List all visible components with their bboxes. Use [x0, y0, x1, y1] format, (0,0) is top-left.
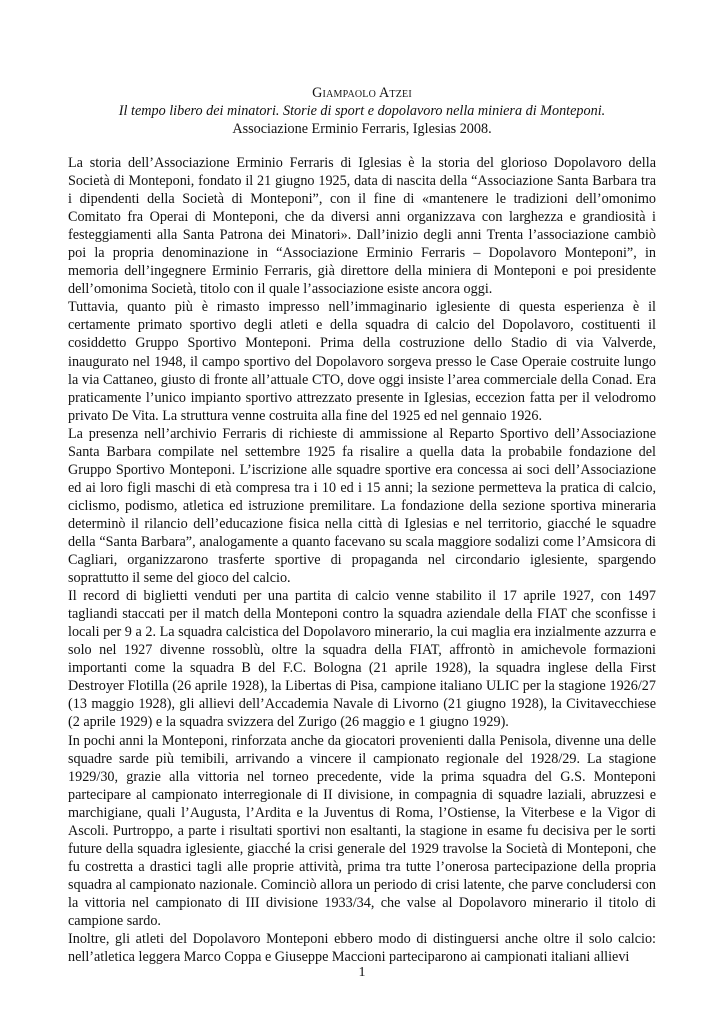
paragraph-3: La presenza nell’archivio Ferraris di richieste di ammissione al Reparto Sportivo dell’Associazione Santa Barbara compilate nel settembre 1925 fa risalire a quella data la probabile fondazione del Gruppo Sportivo Monteponi. L’iscrizione alle squadre sportive era concessa ai soci dell’Associazione ed ai loro figli maschi di età compresa tra i 10 ed i 15 anni; la sezione permetteva la pratica di calcio, ciclismo, podismo, atletica ed istruzione premilitare. La fondazione della sezione sportiva mineraria determinò il rilancio dell’educazione fisica nella città di Iglesias e nel territorio, giacché le squadre della “Santa Barbara”, analogamente a quanto facevano su scala maggiore sodalizi come l’Amsicora di Cagliari, organizzarono trasferte sportive di propaganda nel circondario iglesiente, spargendo soprattutto il seme del gioco del calcio. [68, 425, 656, 587]
publication-info: Associazione Erminio Ferraris, Iglesias 2008. [232, 121, 492, 137]
book-title: Il tempo libero dei minatori. Storie di sport e dopolavoro nella miniera di Monteponi. [118, 103, 606, 119]
page-number: 1 [358, 965, 366, 980]
body-text [68, 154, 656, 966]
paragraph-1: La storia dell’Associazione Erminio Ferraris di Iglesias è la storia del glorioso Dopolavoro della Società di Monteponi, fondato il 21 giugno 1925, data di nascita della “Associazione Santa Barbara tra i dipendenti della Società di Monteponi”, con il fine di «mantenere le tradizioni dell’omonimo Comitato fra Operai di Monteponi, che da diversi anni organizzava con larghezza e grandiosità i festeggiamenti alla Santa Patrona dei Minatori». Dall’inizio degli anni Trenta l’associazione cambiò poi la propria denominazione in “Associazione Erminio Ferraris – Dopolavoro Monteponi”, in memoria dell’ingegnere Erminio Ferraris, già direttore della miniera di Monteponi e poi presidente dell’omonima Società, titolo con il quale l’associazione esiste ancora oggi. [68, 155, 656, 298]
paragraph-4: Il record di biglietti venduti per una partita di calcio venne stabilito il 17 aprile 1927, con 1497 tagliandi staccati per il match della Monteponi contro la squadra aziendale della FIAT che sconfisse i locali per 9 a 2. La squadra calcistica del Dopolavoro minerario, la cui maglia era inzialmente azzurra e solo nel 1927 divenne rossoblù, oltre la squadra della FIAT, affrontò in amichevole formazioni importanti come la squadra B del F.C. Bologna (21 aprile 1928), la squadra inglese della First Destroyer Flotilla (26 aprile 1928), la Libertas di Pisa, campione italiano ULIC per la stagione 1926/27 (13 maggio 1928), gli allievi dell’Accademia Navale di Livorno (21 giugno 1928), la Civitavecchiese (2 aprile 1929) e la squadra svizzera del Zurigo (26 maggio e 1 giugno 1929). [68, 588, 656, 731]
paragraph-2: Tuttavia, quanto più è rimasto impresso nell’immaginario iglesiente di questa esperienza è il certamente primato sportivo degli atleti e della squadra di calcio del Dopolavoro, costituenti il cosiddetto Gruppo Sportivo Monteponi. Prima della costruzione dello Stadio di via Valverde, inaugurato nel 1948, il campo sportivo del Dopolavoro sorgeva presso le Case Operaie costruite lungo la via Cattaneo, giusto di fronte all’attuale CTO, dove oggi insiste l’area commerciale della Conad. Era praticamente l’unico impianto sportivo attrezzato presente in Iglesias, eccezion fatta per il velodromo privato De Vita. La struttura venne costruita alla fine del 1925 ed nel gennaio 1926. [68, 299, 656, 424]
paragraph-5: In pochi anni la Monteponi, rinforzata anche da giocatori provenienti dalla Penisola, divenne una delle squadre sarde più temibili, arrivando a vincere il campionato regionale del 1928/29. La stagione 1929/30, grazie alla vittoria nel torneo precedente, vide la prima squadra del G.S. Monteponi partecipare al campionato interregionale di II divisione, in compagnia di squadre laziali, abruzzesi e marchigiane, quali l’Augusta, l’Ardita e la Juventus di Roma, l’Ostiense, la Viterbese e la Vigor di Ascoli. Purtroppo, a parte i risultati sportivi non esaltanti, la stagione in esame fu decisiva per le sorti future della squadra iglesiente, giacché la crisi generale del 1929 travolse la Società di Monteponi, che fu costretta a drastici tagli alle proprie attività, prima tra tutte l’onerosa partecipazione della propria squadra al campionato nazionale. Cominciò allora un periodo di crisi latente, che parve concludersi con la vittoria nel campionato di III divisione 1933/34, che valse al Dopolavoro minerario il titolo di campione sardo. [68, 732, 656, 929]
author-name: Giampaolo Atzei [312, 85, 412, 101]
paragraph-6: Inoltre, gli atleti del Dopolavoro Monteponi ebbero modo di distinguersi anche oltre il solo calcio: nell’atletica leggera Marco Coppa e Giuseppe Maccioni parteciparono ai campionati italiani allievi [68, 931, 656, 966]
citation-header [68, 84, 656, 138]
